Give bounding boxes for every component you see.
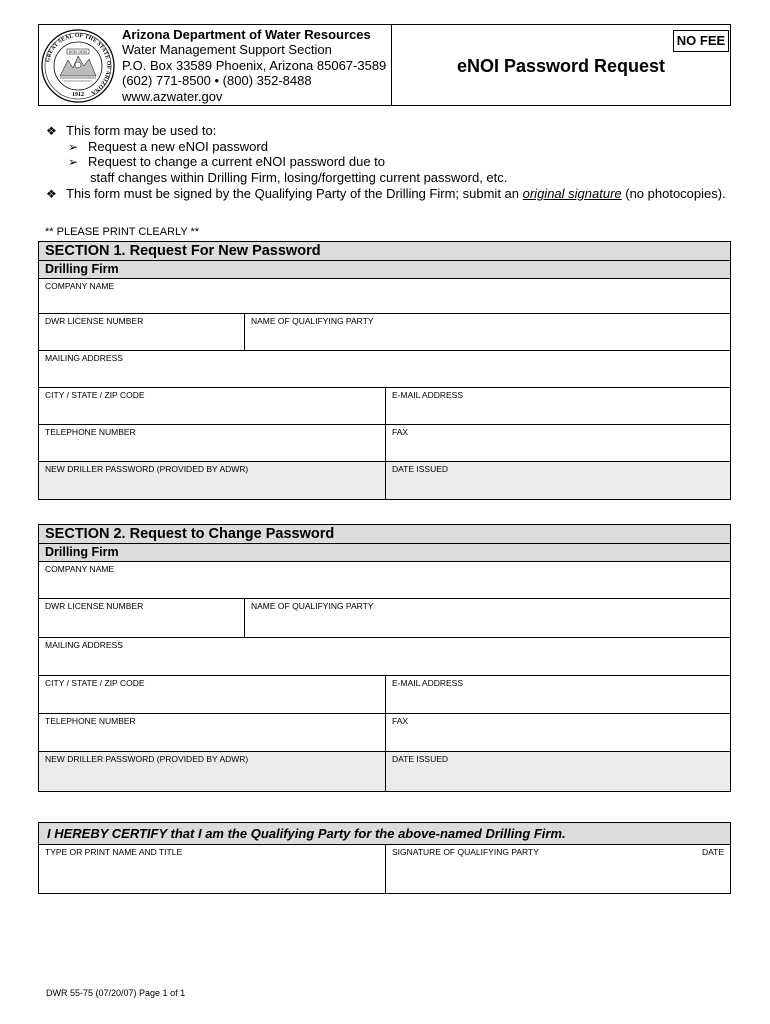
arrow-bullet-icon: ➢ xyxy=(68,155,79,169)
signature-date-field[interactable] xyxy=(385,845,730,893)
email-field[interactable]: E-MAIL ADDRESS xyxy=(385,676,730,713)
telephone-field[interactable]: TELEPHONE NUMBER xyxy=(45,427,136,437)
svg-text:1912: 1912 xyxy=(72,92,84,98)
certification-title: I HEREBY CERTIFY that I am the Qualifying Party for the above-named Drilling Firm. xyxy=(39,823,730,845)
date-label: DATE xyxy=(701,847,724,857)
qualifying-party-field[interactable]: NAME OF QUALIFYING PARTY xyxy=(244,599,730,637)
city-state-zip-field[interactable]: CITY / STATE / ZIP CODE xyxy=(45,678,145,688)
arizona-state-seal xyxy=(40,28,116,104)
company-name-field[interactable]: COMPANY NAME xyxy=(45,281,115,291)
qualifying-party-field[interactable]: NAME OF QUALIFYING PARTY xyxy=(244,314,730,350)
section-2 xyxy=(38,524,731,792)
agency-address: P.O. Box 33589 Phoenix, Arizona 85067-3589 xyxy=(122,57,387,73)
fax-field[interactable]: FAX xyxy=(385,714,730,751)
print-clearly-note: ** PLEASE PRINT CLEARLY ** xyxy=(45,226,200,238)
agency-block xyxy=(122,27,386,104)
certification-section xyxy=(38,822,731,894)
arrow-bullet-icon: ➢ xyxy=(68,140,79,154)
form-footer: DWR 55-75 (07/20/07) Page 1 of 1 xyxy=(46,988,186,998)
dwr-license-field[interactable]: DWR LICENSE NUMBER xyxy=(45,601,144,611)
instruction-sub-1: ➢ Request a new eNOI password xyxy=(68,139,268,154)
mailing-address-field[interactable]: MAILING ADDRESS xyxy=(45,353,123,363)
section-1 xyxy=(38,241,731,500)
agency-website[interactable]: www.azwater.gov xyxy=(122,88,223,104)
instruction-sub-2: ➢ Request to change a current eNOI password due to xyxy=(68,154,386,169)
section-1-subtitle: Drilling Firm xyxy=(39,261,730,279)
city-state-zip-field[interactable]: CITY / STATE / ZIP CODE xyxy=(45,390,145,400)
fax-field[interactable]: FAX xyxy=(385,425,730,461)
date-issued-field[interactable]: DATE ISSUED xyxy=(385,462,730,499)
mailing-address-field[interactable]: MAILING ADDRESS xyxy=(45,640,123,650)
form-title: eNOI Password Request xyxy=(456,56,666,76)
name-and-title-field[interactable]: TYPE OR PRINT NAME AND TITLE xyxy=(45,847,183,857)
section-1-title: SECTION 1. Request For New Password xyxy=(39,242,730,261)
section-2-title: SECTION 2. Request to Change Password xyxy=(39,525,730,544)
agency-phone: (602) 771-8500 • (800) 352-8488 xyxy=(122,73,312,89)
svg-text:DITAT DEUS: DITAT DEUS xyxy=(68,50,88,54)
instruction-bullet-1: ❖ This form may be used to: xyxy=(46,123,217,138)
telephone-field[interactable]: TELEPHONE NUMBER xyxy=(45,716,136,726)
company-name-field[interactable]: COMPANY NAME xyxy=(45,564,115,574)
section-2-subtitle: Drilling Firm xyxy=(39,544,730,562)
email-field[interactable]: E-MAIL ADDRESS xyxy=(385,388,730,424)
agency-section: Water Management Support Section xyxy=(122,42,332,58)
signature-label: SIGNATURE OF QUALIFYING PARTY xyxy=(392,847,539,857)
agency-name: Arizona Department of Water Resources xyxy=(122,27,371,42)
diamond-bullet-icon: ❖ xyxy=(46,124,57,138)
no-fee-badge: NO FEE xyxy=(673,30,729,52)
dwr-license-field[interactable]: DWR LICENSE NUMBER xyxy=(45,316,144,326)
original-signature-emphasis: original signature xyxy=(522,186,622,201)
new-password-field[interactable]: NEW DRILLER PASSWORD (PROVIDED BY ADWR) xyxy=(39,752,385,791)
new-password-field[interactable]: NEW DRILLER PASSWORD (PROVIDED BY ADWR) xyxy=(39,462,385,499)
date-issued-field[interactable]: DATE ISSUED xyxy=(385,752,730,791)
instruction-sub-2-continued: staff changes within Drilling Firm, losing/forgetting current password, etc. xyxy=(90,170,508,185)
instruction-bullet-2: ❖ This form must be signed by the Qualifying Party of the Drilling Firm; submit an original signature (no photocopies). xyxy=(46,186,726,201)
svg-text:GREAT SEAL OF THE STATE OF ARI: GREAT SEAL OF THE STATE OF ARIZONA xyxy=(45,32,112,96)
diamond-bullet-icon: ❖ xyxy=(46,187,57,201)
